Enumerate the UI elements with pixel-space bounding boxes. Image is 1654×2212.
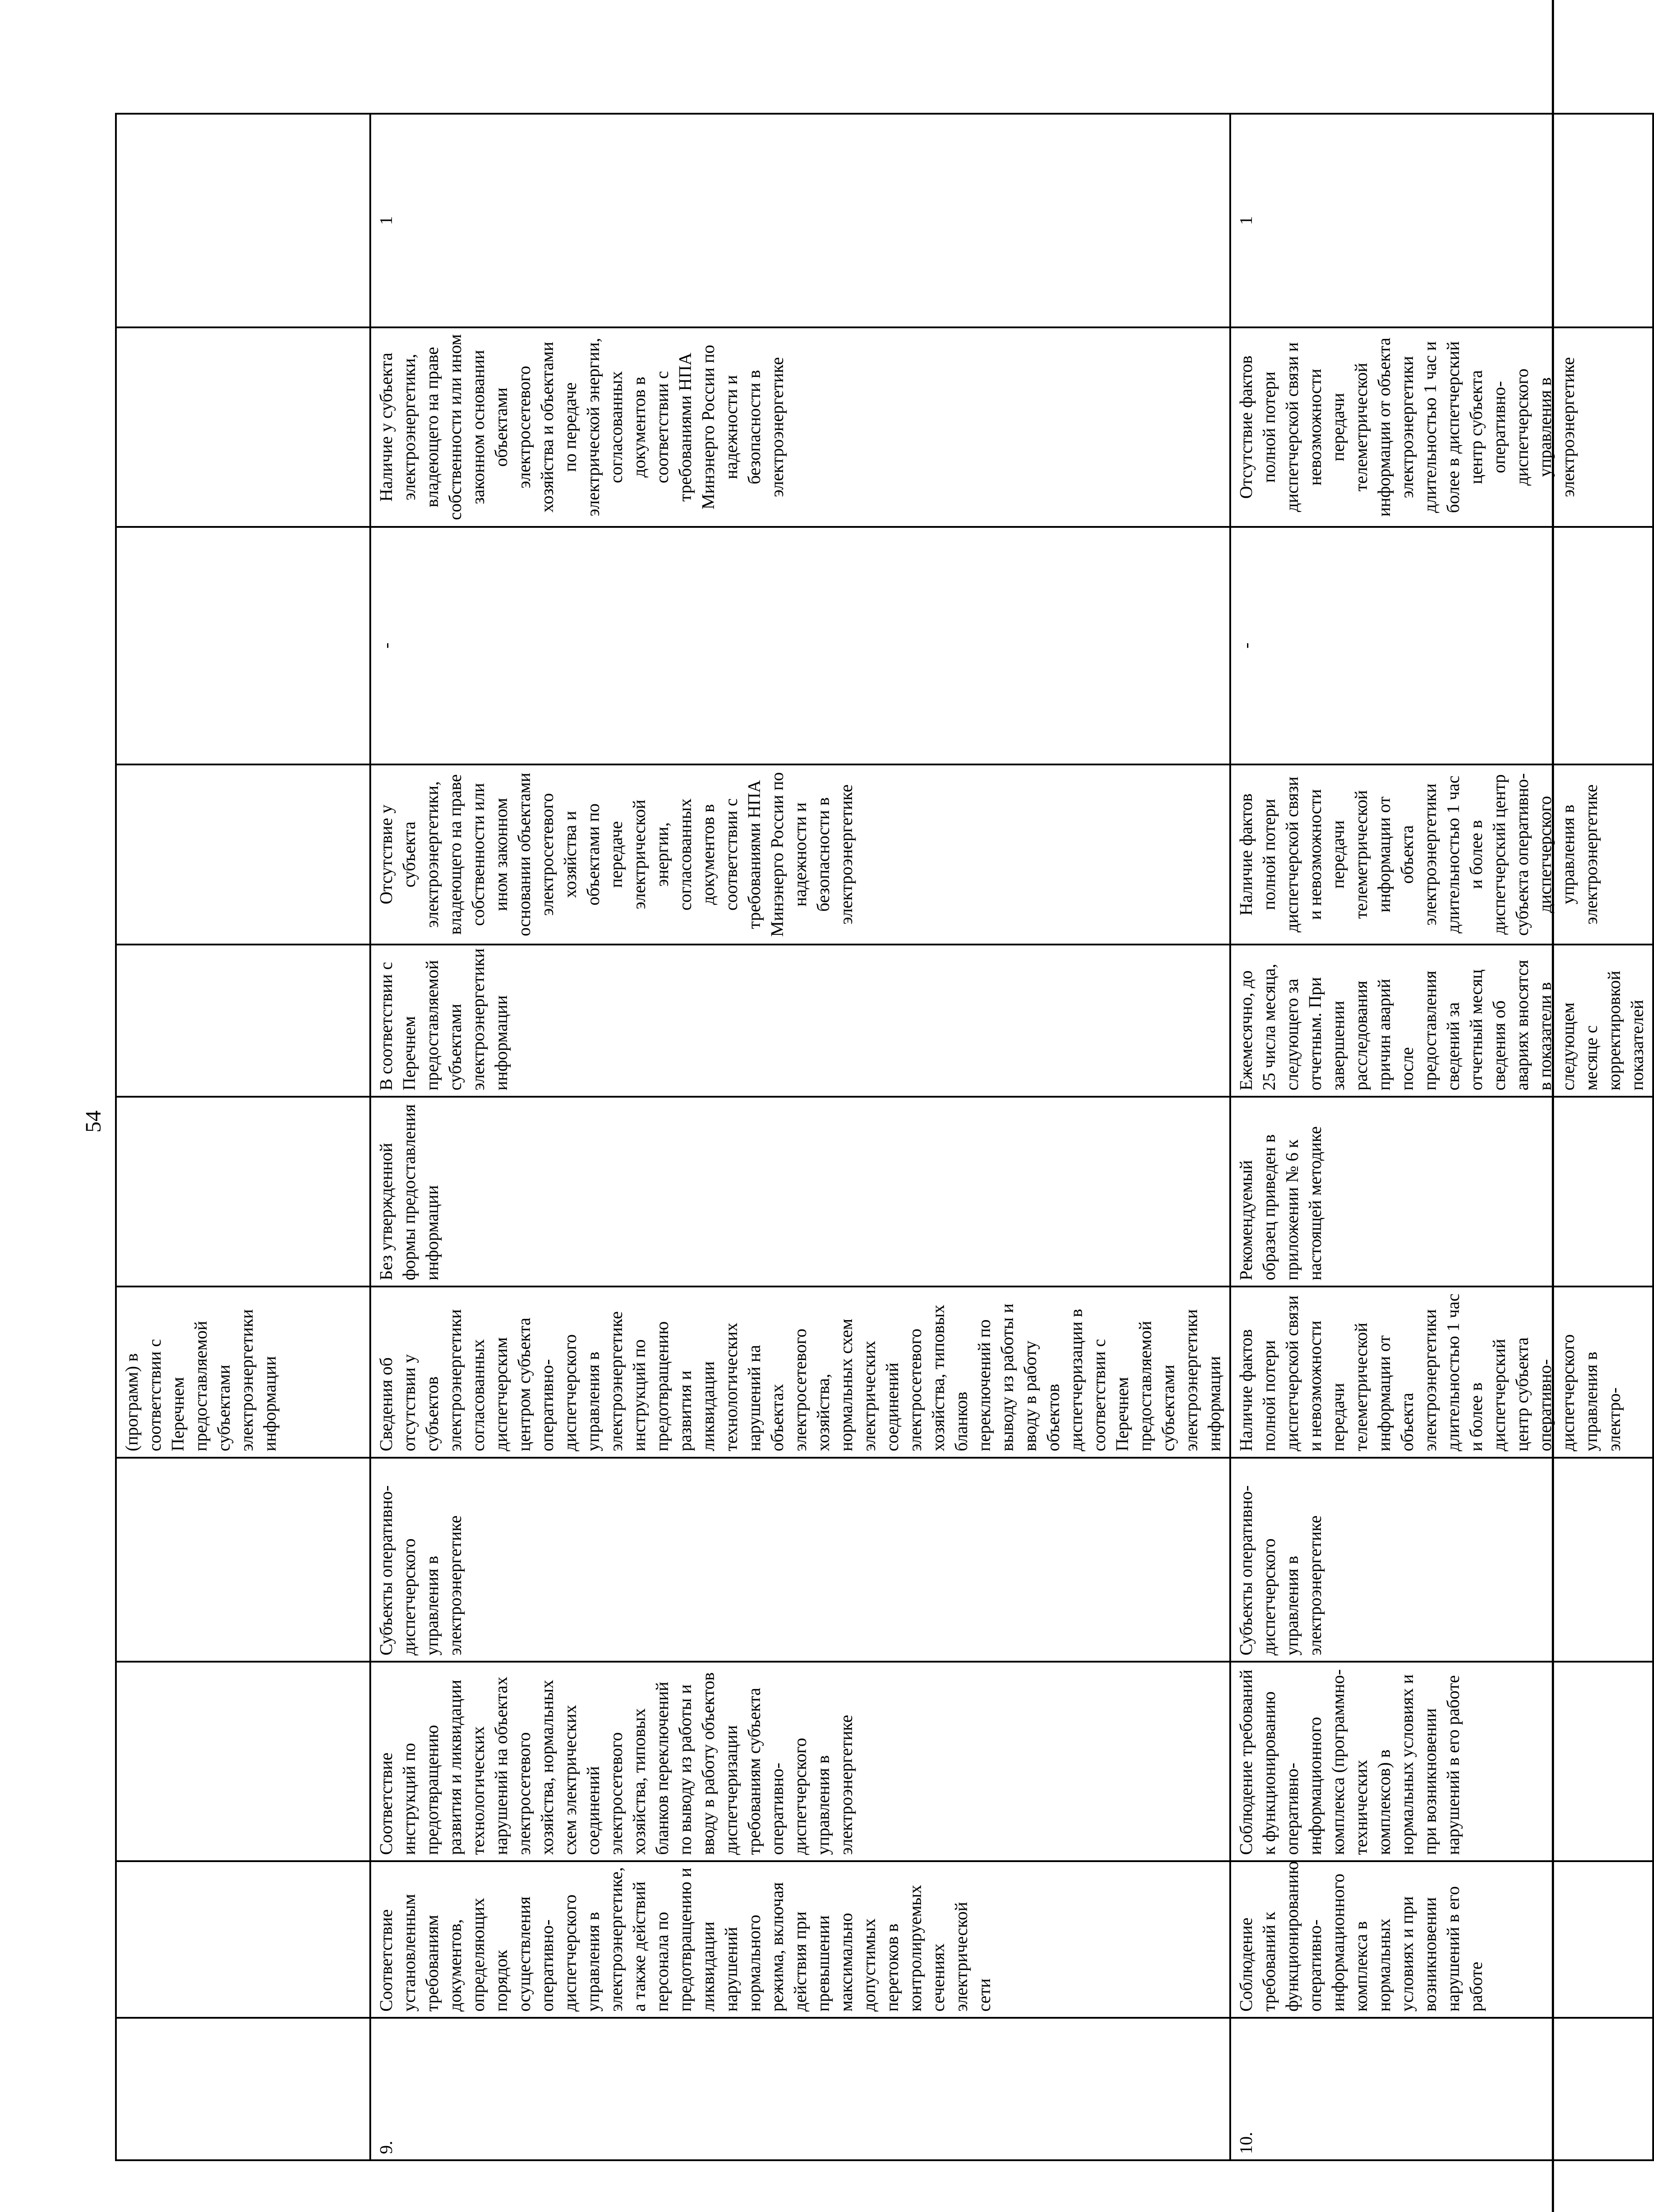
cell-c7 — [116, 945, 370, 1096]
cell-c11: 1 — [1230, 114, 1653, 327]
table-row — [1230, 114, 1653, 2160]
cell-c9: - — [370, 527, 1230, 764]
cell-c3 — [116, 1662, 370, 1861]
row-number: 9. — [370, 2018, 1230, 2160]
cell-num — [116, 2018, 370, 2160]
cell-c4: Субъекты оперативно-диспетчерского управления в электроэнергетике — [1230, 1458, 1653, 1662]
cell-c6 — [116, 1097, 370, 1286]
row-number: 10. — [1230, 2018, 1653, 2160]
cell-c6: Без утвержденной формы предоставления информации — [370, 1097, 1230, 1286]
cell-c2: Соответствие установленным требованиям документов, определяющих порядок осуществления оперативно-диспетчерского управления в электроэнергетике, а также действий персонала по предотвращению и ликвидации нарушений нормального режима, включая действия при превышении максимально допустимых перетоков в контролируемых сечениях электрической сети — [370, 1861, 1230, 2018]
cell-c9: - — [1230, 527, 1653, 764]
cell-c4: Субъекты оперативно-диспетчерского управления в электроэнергетике — [370, 1458, 1230, 1662]
rotated-table-container — [115, 113, 1647, 2161]
cell-c10 — [116, 327, 370, 527]
cell-c8: Наличие фактов полной потери диспетчерской связи и невозможности передачи телеметрической информации от объекта электроэнергетики длительностью 1 час и более в диспетчерский центр субъекта оперативно-диспетчерского управления в электроэнергетике — [1230, 764, 1653, 945]
table-row — [370, 114, 1230, 2160]
cell-c11: 1 — [370, 114, 1230, 327]
cell-c10: Наличие у субъекта электроэнергетики, владеющего на праве собственности или ином законном основании объектами электросетевого хозяйства и объектами по передаче электрической энергии, согласованных документов в соответствии с требованиями НПА Минэнерго России по надежности и безопасности в электроэнергетике — [370, 327, 1230, 527]
cell-c5: Наличие фактов полной потери диспетчерской связи и невозможности передачи телеметрической информации от объекта электроэнергетики длительностью 1 час и более в диспетчерский центр субъекта оперативно-диспетчерского управления в электро- — [1230, 1286, 1653, 1457]
cell-c3: Соответствие инструкций по предотвращению развития и ликвидации технологических нарушений на объектах электросетевого хозяйства, нормальных схем электрических соединений электросетевого хозяйства, типовых бланков переключений по выводу из работы и вводу в работу объектов диспетчеризации требованиям субъекта оперативно-диспетчерского управления в электроэнергетике — [370, 1662, 1230, 1861]
requirements-table — [115, 113, 1654, 2161]
cell-c8: Отсутствие у субъекта электроэнергетики, владеющего на праве собственности или ином законном основании объектами электросетевого хозяйства и объектами по передаче электрической энергии, согласованных документов в соответствии с требованиями НПА Минэнерго России по надежности и безопасности в электроэнергетике — [370, 764, 1230, 945]
table-row-continuation — [116, 114, 370, 2160]
cell-c6: Рекомендуемый образец приведен в приложении № 6 к настоящей методике — [1230, 1097, 1653, 1286]
cell-c7: Ежемесячно, до 25 числа месяца, следующего за отчетным. При завершении расследования причин аварий после предоставления сведений за отчетный месяц сведения об авариях вносятся в показатели в следующем месяце с корректировкой показателей — [1230, 945, 1653, 1096]
cell-c7: В соответствии с Перечнем предоставляемой субъектами электроэнергетики информации — [370, 945, 1230, 1096]
cell-c5: (программ) в соответствии с Перечнем предоставляемой субъектами электроэнергетики информации — [116, 1286, 370, 1457]
cell-c9 — [116, 527, 370, 764]
cell-c5: Сведения об отсутствии у субъектов электроэнергетики согласованных диспетчерским центром субъекта оперативно-диспетчерского управления в электроэнергетике инструкций по предотвращению развития и ликвидации технологических нарушений на объектах электросетевого хозяйства, нормальных схем электрических соединений электросетевого хозяйства, типовых бланков переключений по выводу из работы и вводу в работу объектов диспетчеризации в соответствии с Перечнем предоставляемой субъектами электроэнергетики информации — [370, 1286, 1230, 1457]
cell-c2: Соблюдение требований к функционированию оперативно-информационного комплекса в нормальных условиях и при возникновении нарушений в его работе — [1230, 1861, 1653, 2018]
cell-c11 — [116, 114, 370, 327]
cell-c10: Отсутствие фактов полной потери диспетчерской связи и невозможности передачи телеметрической информации от объекта электроэнергетики длительностью 1 час и более в диспетчерский центр субъекта оперативно-диспетчерского управления в электроэнергетике — [1230, 327, 1653, 527]
cell-c4 — [116, 1458, 370, 1662]
page-number: 54 — [81, 1110, 105, 1133]
cell-c2 — [116, 1861, 370, 2018]
cell-c8 — [116, 764, 370, 945]
cell-c3: Соблюдение требований к функционированию оперативно-информационного комплекса (программно-технических комплексов) в нормальных условиях и при возникновении нарушений в его работе — [1230, 1662, 1653, 1861]
